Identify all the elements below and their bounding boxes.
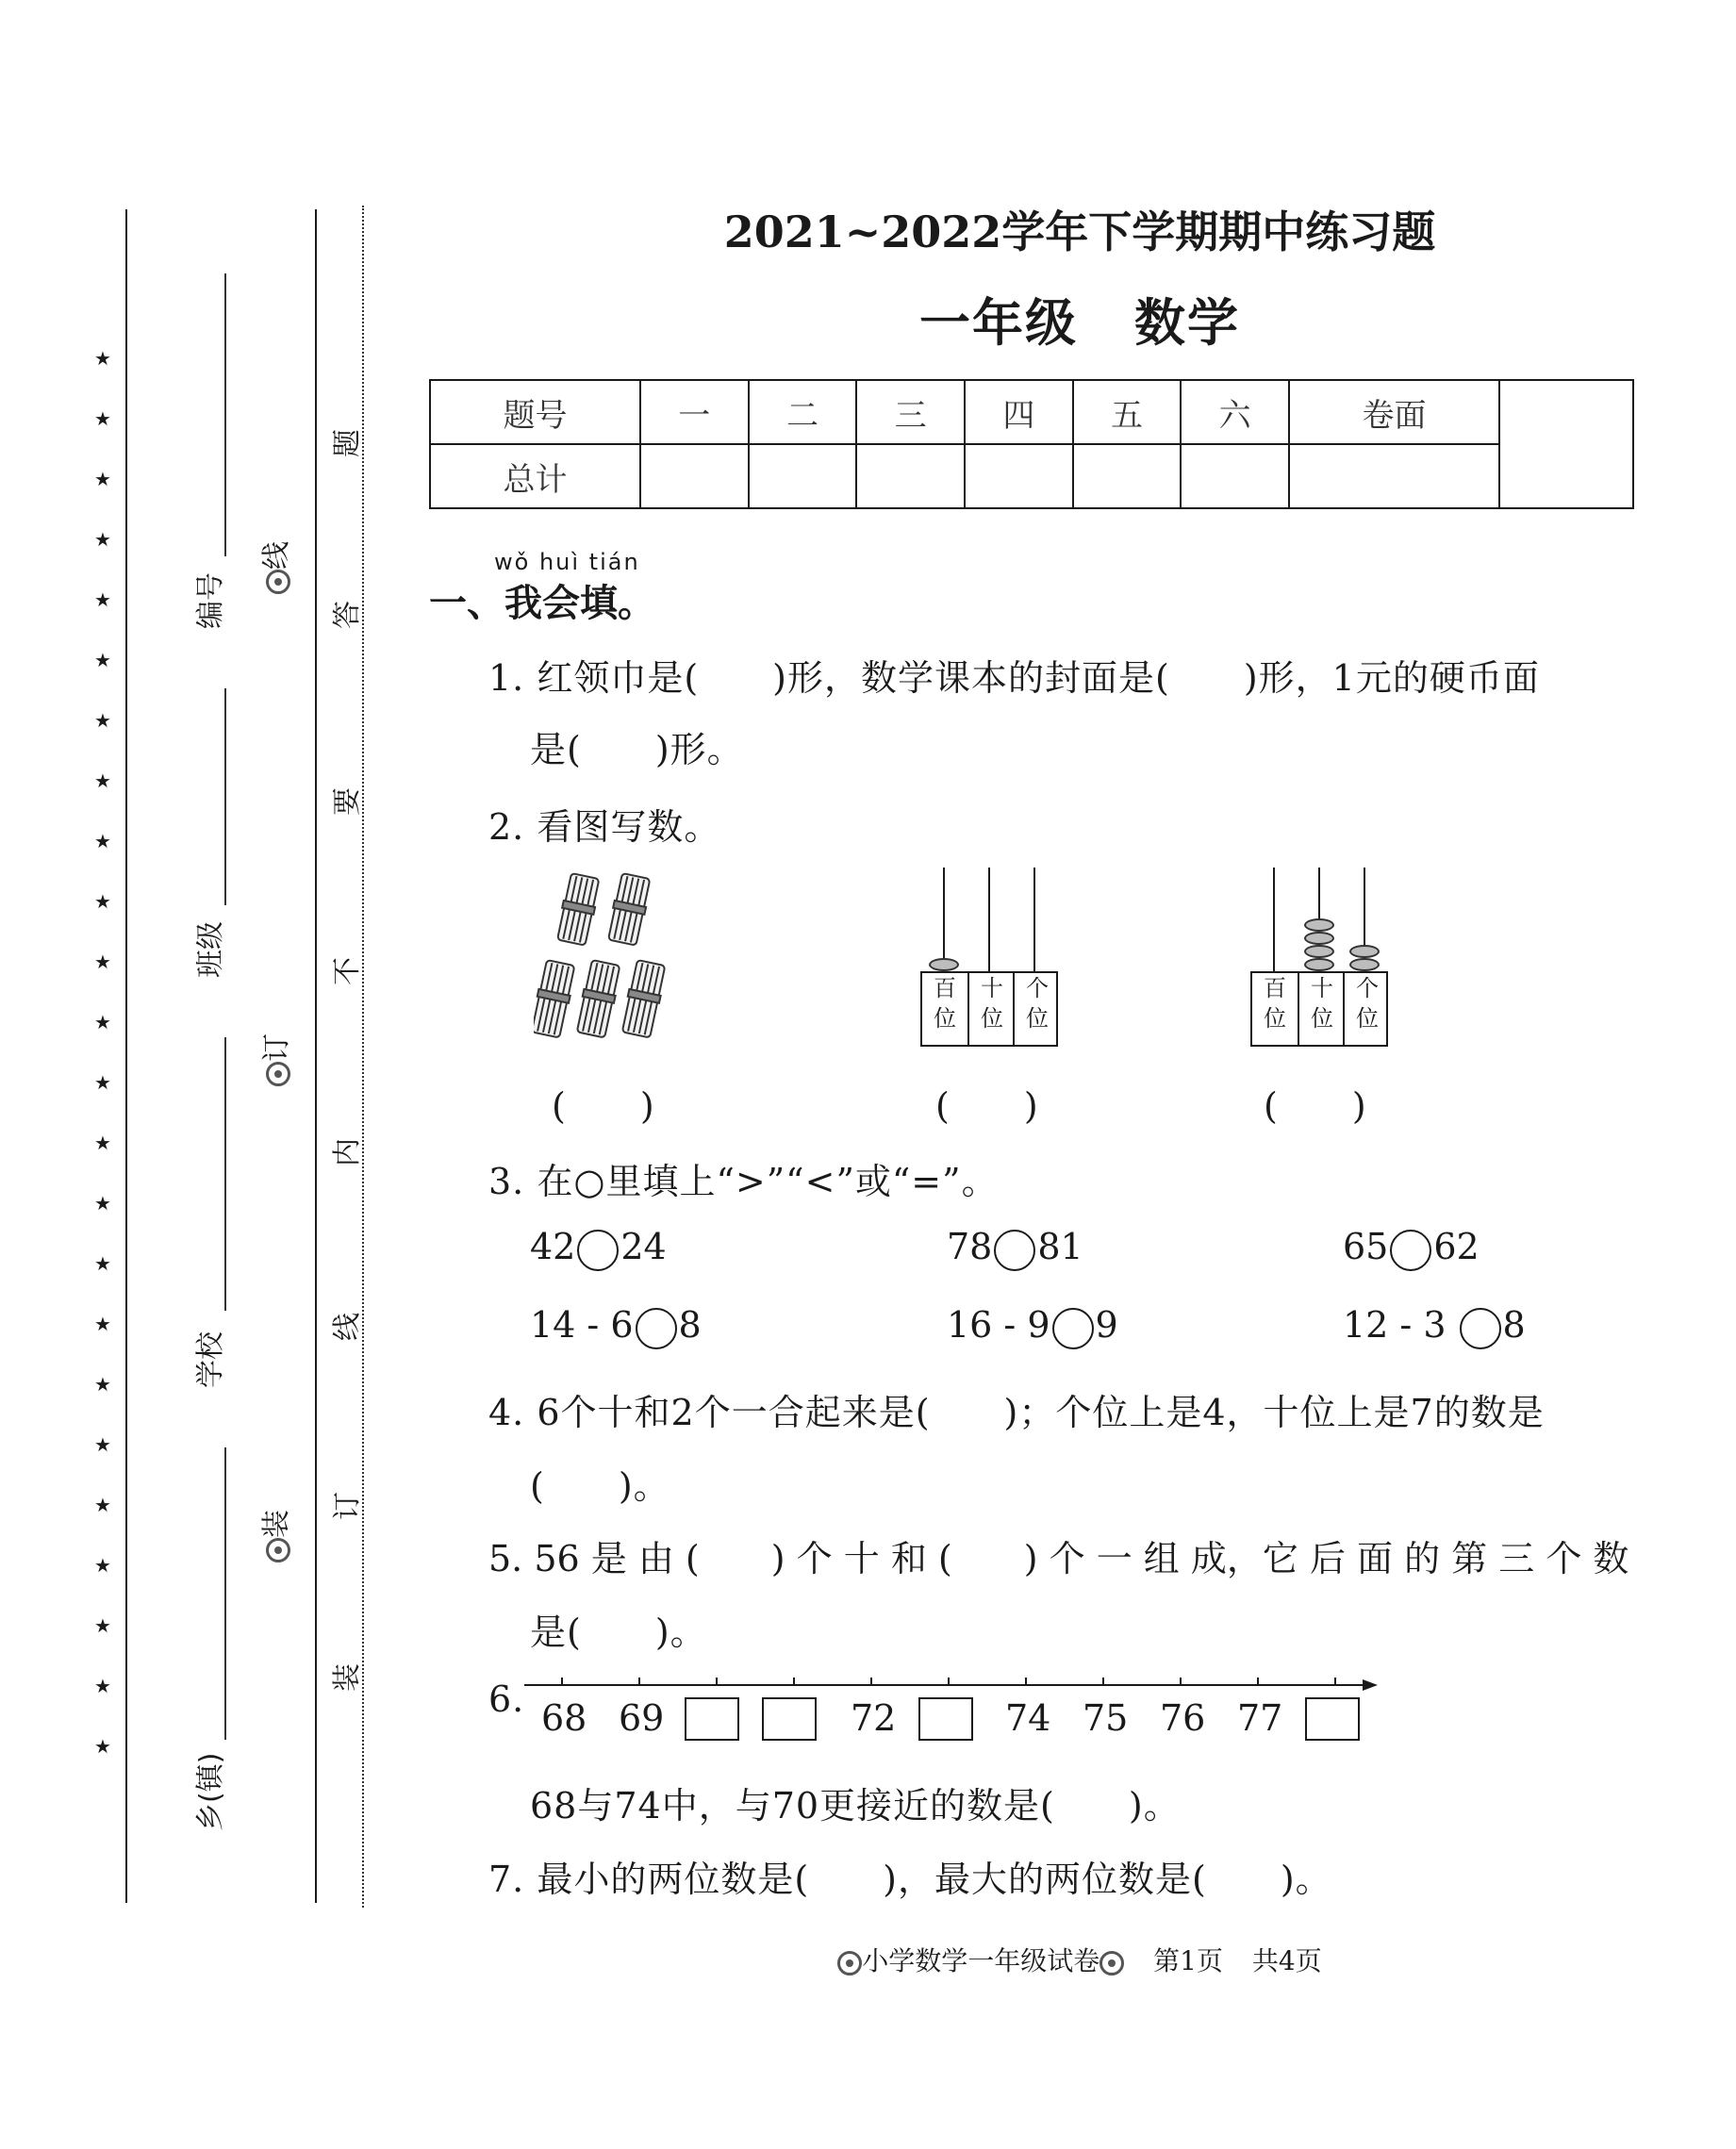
section-title: 一、我会填。 xyxy=(429,582,655,625)
abacus-bead xyxy=(1304,932,1334,945)
score-entry[interactable] xyxy=(1073,444,1182,508)
place-label: 位 xyxy=(1311,1005,1333,1032)
margin-rule-outer xyxy=(125,209,127,1903)
star-icon: ★ xyxy=(94,1011,111,1033)
place-label: 百 xyxy=(934,975,956,1001)
number-line-label: 69 xyxy=(619,1697,665,1739)
swirl-icon xyxy=(837,1951,862,1975)
page-footer xyxy=(429,1941,1730,1978)
q2-answer-blank-1[interactable]: ( ) xyxy=(552,1085,655,1127)
question-7: 7. 最小的两位数是( )，最大的两位数是( )。 xyxy=(488,1859,1332,1900)
score-entry[interactable] xyxy=(640,444,749,508)
compare-item: 65 62 xyxy=(1343,1226,1480,1271)
star-icon: ★ xyxy=(94,951,111,973)
binding-mark-zhuang: 装 xyxy=(255,1523,292,1564)
star-icon: ★ xyxy=(94,769,111,792)
number-line-label: 75 xyxy=(1083,1697,1129,1739)
compare-circle[interactable] xyxy=(1390,1230,1431,1271)
place-label: 个 xyxy=(1026,975,1049,1001)
abacus-bead xyxy=(1304,958,1334,971)
question-3-prompt: 3. 在○里填上“>”“<”或“=”。 xyxy=(488,1161,999,1202)
question-1-line-1: 1. 红领巾是( )形，数学课本的封面是( )形，1元的硬币面 xyxy=(488,657,1540,699)
star-icon: ★ xyxy=(94,890,111,913)
score-entry[interactable] xyxy=(1181,444,1289,508)
number-line-axis xyxy=(524,1678,1378,1693)
star-icon: ★ xyxy=(94,1071,111,1094)
score-entry[interactable] xyxy=(749,444,857,508)
question-2-prompt: 2. 看图写数。 xyxy=(488,806,721,848)
compare-item: 12 - 3 8 xyxy=(1343,1304,1526,1349)
score-entry[interactable] xyxy=(856,444,965,508)
score-total-row xyxy=(430,444,1633,508)
star-icon: ★ xyxy=(94,1373,111,1396)
notice-char: 内 xyxy=(331,1138,364,1166)
number-field-line[interactable] xyxy=(224,273,226,556)
stick-bundles-figure xyxy=(534,866,685,1054)
town-field-line[interactable] xyxy=(224,1447,226,1740)
place-label: 百 xyxy=(1264,975,1286,1001)
question-6-line-2: 68与74中，与70更接近的数是( )。 xyxy=(530,1785,1181,1827)
stick-bundle xyxy=(555,873,601,946)
footer-page-number: 第1页 xyxy=(1153,1945,1223,1976)
town-field-label: 乡(镇) xyxy=(194,1752,227,1831)
score-cell: 一 xyxy=(640,380,749,444)
star-icon: ★ xyxy=(94,1313,111,1335)
place-label: 位 xyxy=(1026,1005,1049,1032)
exam-title: 2021~2022学年下学期期中练习题 xyxy=(723,207,1436,257)
number-line-blank[interactable] xyxy=(762,1697,817,1741)
notice-char: 订 xyxy=(331,1492,364,1520)
class-field-label: 班级 xyxy=(194,921,227,978)
compare-circle[interactable] xyxy=(1052,1308,1094,1349)
abacus-bead xyxy=(929,958,959,971)
q2-answer-blank-3[interactable]: ( ) xyxy=(1264,1085,1367,1127)
number-line-blank[interactable] xyxy=(685,1697,739,1741)
star-icon: ★ xyxy=(94,1252,111,1275)
notice-char: 题 xyxy=(331,429,364,457)
score-cell xyxy=(1499,380,1633,508)
section-pinyin: wǒ huì tián xyxy=(494,549,640,575)
compare-item: 16 - 9 9 xyxy=(947,1304,1118,1349)
class-field-line[interactable] xyxy=(224,688,226,905)
school-field-line[interactable] xyxy=(224,1037,226,1311)
notice-char: 要 xyxy=(331,787,364,816)
abacus-rod xyxy=(1273,868,1275,973)
exam-subtitle xyxy=(429,283,1730,355)
star-icon: ★ xyxy=(94,1675,111,1697)
abacus-bead xyxy=(1304,918,1334,932)
abacus-rod xyxy=(988,868,990,973)
q2-answer-blank-2[interactable]: ( ) xyxy=(935,1085,1039,1127)
stick-bundle xyxy=(575,960,621,1038)
number-line-label: 76 xyxy=(1160,1697,1206,1739)
star-icon: ★ xyxy=(94,1614,111,1637)
star-icon: ★ xyxy=(94,1433,111,1456)
school-field-label: 学校 xyxy=(194,1331,227,1388)
number-line-blank[interactable] xyxy=(1305,1697,1360,1741)
score-entry[interactable] xyxy=(965,444,1073,508)
abacus-bead xyxy=(1349,945,1380,958)
binding-mark-ding: 订 xyxy=(255,1047,292,1088)
notice-char: 不 xyxy=(331,957,364,985)
score-cell: 卷面 xyxy=(1289,380,1499,444)
abacus-base xyxy=(920,971,1058,1047)
score-cell: 题号 xyxy=(430,380,640,444)
star-icon: ★ xyxy=(94,649,111,671)
abacus-base xyxy=(1250,971,1388,1047)
swirl-icon xyxy=(1099,1951,1124,1975)
star-icon: ★ xyxy=(94,347,111,370)
number-field-label: 编号 xyxy=(194,572,227,629)
score-table xyxy=(429,379,1634,509)
abacus-bead xyxy=(1304,945,1334,958)
star-icon: ★ xyxy=(94,1494,111,1516)
star-icon: ★ xyxy=(94,709,111,732)
stick-bundle xyxy=(534,960,576,1038)
question-1-line-2: 是( )形。 xyxy=(530,729,744,770)
number-line-label: 68 xyxy=(541,1697,587,1739)
score-cell: 三 xyxy=(856,380,965,444)
question-5-line-2: 是( )。 xyxy=(530,1612,707,1653)
question-4-line-1: 4. 6个十和2个一合起来是( )；个位上是4，十位上是7的数是 xyxy=(488,1392,1545,1433)
place-label: 位 xyxy=(934,1005,956,1032)
star-icon: ★ xyxy=(94,1132,111,1154)
compare-circle[interactable] xyxy=(577,1230,619,1271)
score-cell: 四 xyxy=(965,380,1073,444)
score-cell: 二 xyxy=(749,380,857,444)
star-icon: ★ xyxy=(94,407,111,430)
star-icon: ★ xyxy=(94,830,111,852)
swirl-icon xyxy=(266,1538,290,1562)
compare-item: 14 - 6 8 xyxy=(530,1304,702,1349)
star-icon: ★ xyxy=(94,1192,111,1215)
abacus-rod xyxy=(1033,868,1035,973)
notice-char: 装 xyxy=(331,1663,364,1692)
compare-item: 78 81 xyxy=(947,1226,1083,1271)
footer-total-pages: 共4页 xyxy=(1251,1945,1322,1976)
number-line-label: 72 xyxy=(851,1697,897,1739)
compare-circle[interactable] xyxy=(1460,1308,1501,1349)
compare-circle[interactable] xyxy=(636,1308,677,1349)
margin-rule-inner xyxy=(315,209,317,1903)
swirl-icon xyxy=(266,570,290,594)
star-icon: ★ xyxy=(94,1735,111,1758)
place-label: 位 xyxy=(981,1005,1003,1032)
notice-char: 线 xyxy=(331,1313,364,1341)
score-cell: 总计 xyxy=(430,444,640,508)
footer-paper-name: 小学数学一年级试卷 xyxy=(862,1945,1100,1976)
compare-circle[interactable] xyxy=(994,1230,1035,1271)
compare-item: 42 24 xyxy=(530,1226,667,1271)
star-icon: ★ xyxy=(94,468,111,490)
number-line-label: 77 xyxy=(1237,1697,1283,1739)
score-entry[interactable] xyxy=(1289,444,1499,508)
swirl-icon xyxy=(266,1062,290,1086)
notice-char: 答 xyxy=(331,601,364,629)
stick-bundle xyxy=(606,873,652,946)
star-icon: ★ xyxy=(94,528,111,551)
number-line-label: 74 xyxy=(1005,1697,1051,1739)
number-line-blank[interactable] xyxy=(918,1697,973,1741)
place-label: 位 xyxy=(1356,1005,1379,1032)
subject-label: 数学 xyxy=(1134,292,1240,353)
place-label: 十 xyxy=(1311,975,1333,1001)
question-4-line-2: ( )。 xyxy=(530,1465,670,1507)
score-cell: 五 xyxy=(1073,380,1182,444)
binding-mark-xian: 线 xyxy=(255,554,292,596)
grade-label: 一年级 xyxy=(919,292,1078,353)
stick-bundle xyxy=(620,960,667,1038)
star-icon: ★ xyxy=(94,588,111,611)
star-icon: ★ xyxy=(94,1554,111,1577)
score-header-row xyxy=(430,380,1633,444)
abacus-bead xyxy=(1349,958,1380,971)
place-label: 个 xyxy=(1356,975,1379,1001)
place-label: 十 xyxy=(981,975,1003,1001)
question-6-number: 6. xyxy=(488,1678,525,1720)
score-cell: 六 xyxy=(1181,380,1289,444)
place-label: 位 xyxy=(1264,1005,1286,1032)
question-5-line-1: 5. 56 是 由 ( ) 个 十 和 ( ) 个 一 组 成，它 后 面 的 第 三 个 数 xyxy=(488,1538,1629,1579)
